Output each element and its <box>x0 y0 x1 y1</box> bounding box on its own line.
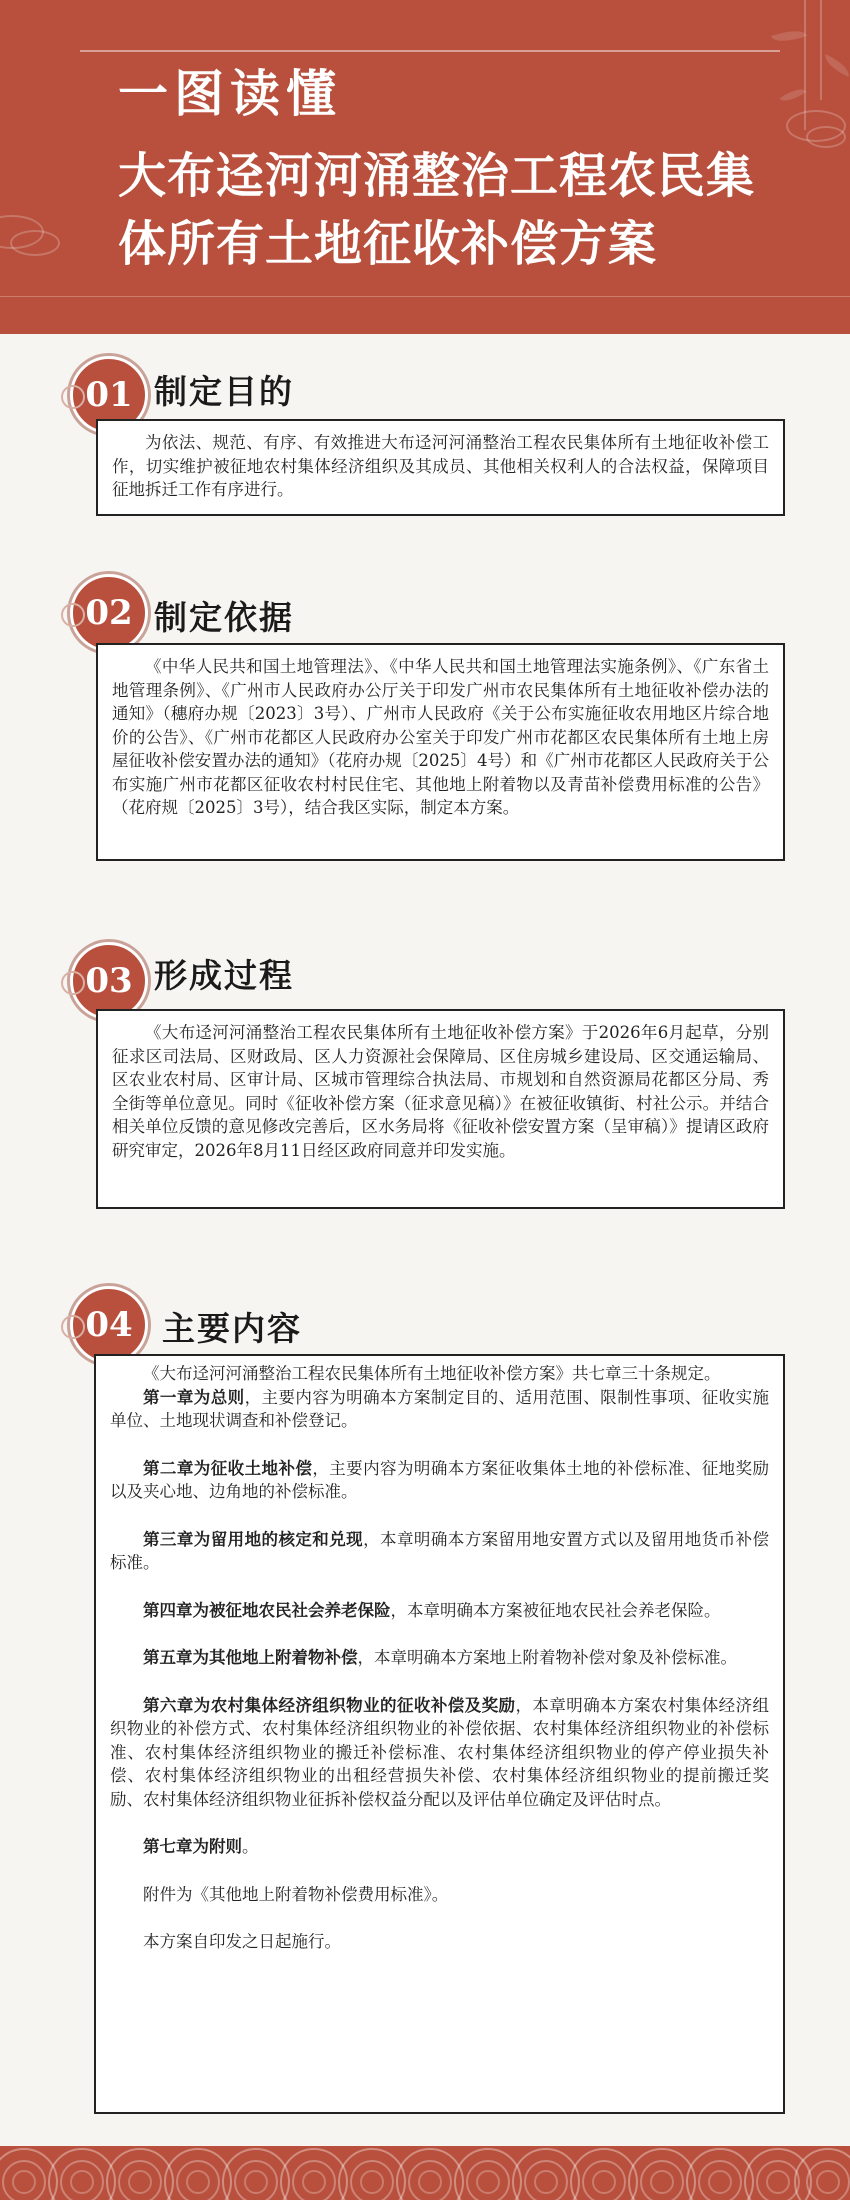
attachment-note: 附件为《其他地上附着物补偿费用标准》。 <box>143 1884 449 1904</box>
chapter-2: 第二章为征收土地补偿，主要内容为明确本方案征收集体土地的补偿标准、征地奖励以及夹心地、边角地的补偿标准。 <box>110 1458 770 1501</box>
footer-wave-band <box>0 2146 850 2200</box>
section-number-badge: 03 <box>70 942 148 1020</box>
bamboo-decoration <box>804 0 806 130</box>
paragraph: 《大布迳河河涌整治工程农民集体所有土地征收补偿方案》于2026年6月起草，分别征求区司法局、区财政局、区人力资源社会保障局、区住房城乡建设局、区交通运输局、区农业农村局、区审计局、区城市管理综合执法局、市规划和自然资源局花都区分局、秀全街等单位意见。同时《征收补偿方案（征求意见稿）》在被征收镇街、村社公示。并结合相关单位反馈的意见修改完善后，区水务局将《征收补偿安置方案（呈审稿）》提请区政府研究审定，2026年8月11日经区政府同意并印发实施。 <box>112 1023 769 1160</box>
chapter-6: 第六章为农村集体经济组织物业的征收补偿及奖励，本章明确本方案农村集体经济组织物业的补偿方式、农村集体经济组织物业的补偿依据、农村集体经济组织物业的补偿标准、农村集体经济组织物业的搬迁补偿标准、农村集体经济组织物业的停产停业损失补偿、农村集体经济组织物业的出租经营损失补偿、农村集体经济组织物业的提前搬迁奖励、农村集体经济组织物业征拆补偿权益分配以及评估单位确定及评估时点。 <box>110 1695 770 1809</box>
leaf-decoration <box>779 83 806 106</box>
chapter-5: 第五章为其他地上附着物补偿，本章明确本方案地上附着物补偿对象及补偿标准。 <box>143 1648 737 1667</box>
wave-decoration <box>794 2148 850 2200</box>
section-title: 制定依据 <box>154 598 294 637</box>
header-kicker: 一图读懂 <box>118 64 342 123</box>
chapter-7: 第七章为附则。 <box>143 1837 259 1856</box>
section-number-badge: 04 <box>70 1286 148 1364</box>
section-title: 主要内容 <box>162 1309 302 1348</box>
section-number-badge: 02 <box>70 574 148 652</box>
bamboo-decoration <box>820 0 822 100</box>
leaf-decoration <box>821 54 850 77</box>
chapter-1: 第一章为总则，主要内容为明确本方案制定目的、适用范围、限制性事项、征收实施单位、土地现状调查和补偿登记。 <box>110 1387 770 1430</box>
section-body-basis <box>96 643 785 861</box>
effective-note: 本方案自印发之日起施行。 <box>143 1932 341 1951</box>
intro-paragraph: 《大布迳河河涌整治工程农民集体所有土地征收补偿方案》共七章三十条规定。 <box>143 1364 721 1383</box>
leaf-decoration <box>771 25 807 48</box>
section-body-content <box>94 1354 785 2114</box>
section-body-process <box>96 1009 785 1209</box>
section-title: 制定目的 <box>154 372 294 411</box>
banner-divider <box>0 296 850 297</box>
cloud-decoration <box>10 230 60 256</box>
section-body-purpose <box>96 419 785 516</box>
cloud-decoration <box>806 126 846 148</box>
page-title: 大布迳河河涌整治工程农民集体所有土地征收补偿方案 <box>118 148 756 272</box>
banner-divider <box>80 50 780 52</box>
section-header-basis <box>70 574 570 654</box>
chapter-3: 第三章为留用地的核定和兑现，本章明确本方案留用地安置方式以及留用地货币补偿标准。 <box>110 1529 770 1572</box>
chapter-4: 第四章为被征地农民社会养老保险，本章明确本方案被征地农民社会养老保险。 <box>143 1600 721 1620</box>
section-title: 形成过程 <box>154 956 294 995</box>
section-number-badge: 01 <box>70 356 148 434</box>
header-banner <box>0 0 850 334</box>
paragraph: 《中华人民共和国土地管理法》、《中华人民共和国土地管理法实施条例》、《广东省土地管理条例》、《广州市人民政府办公厅关于印发广州市农民集体所有土地征收补偿办法的通知》（穗府办规〔2023〕3号）、广州市人民政府《关于公布实施征收农用地区片综合地价的公告》、《广州市花都区人民政府办公室关于印发广州市花都区农民集体所有土地上房屋征收补偿安置办法的通知》（花府办规〔2025〕4号）和《广州市花都区人民政府关于公布实施广州市花都区征收农村村民住宅、其他地上附着物以及青苗补偿费用标准的公告》（花府规〔2025〕3号），结合我区实际，制定本方案。 <box>112 657 769 817</box>
paragraph: 为依法、规范、有序、有效推进大布迳河河涌整治工程农民集体所有土地征收补偿工作，切实维护被征地农村集体经济组织及其成员、其他相关权利人的合法权益，保障项目征地拆迁工作有序进行。 <box>112 433 769 499</box>
